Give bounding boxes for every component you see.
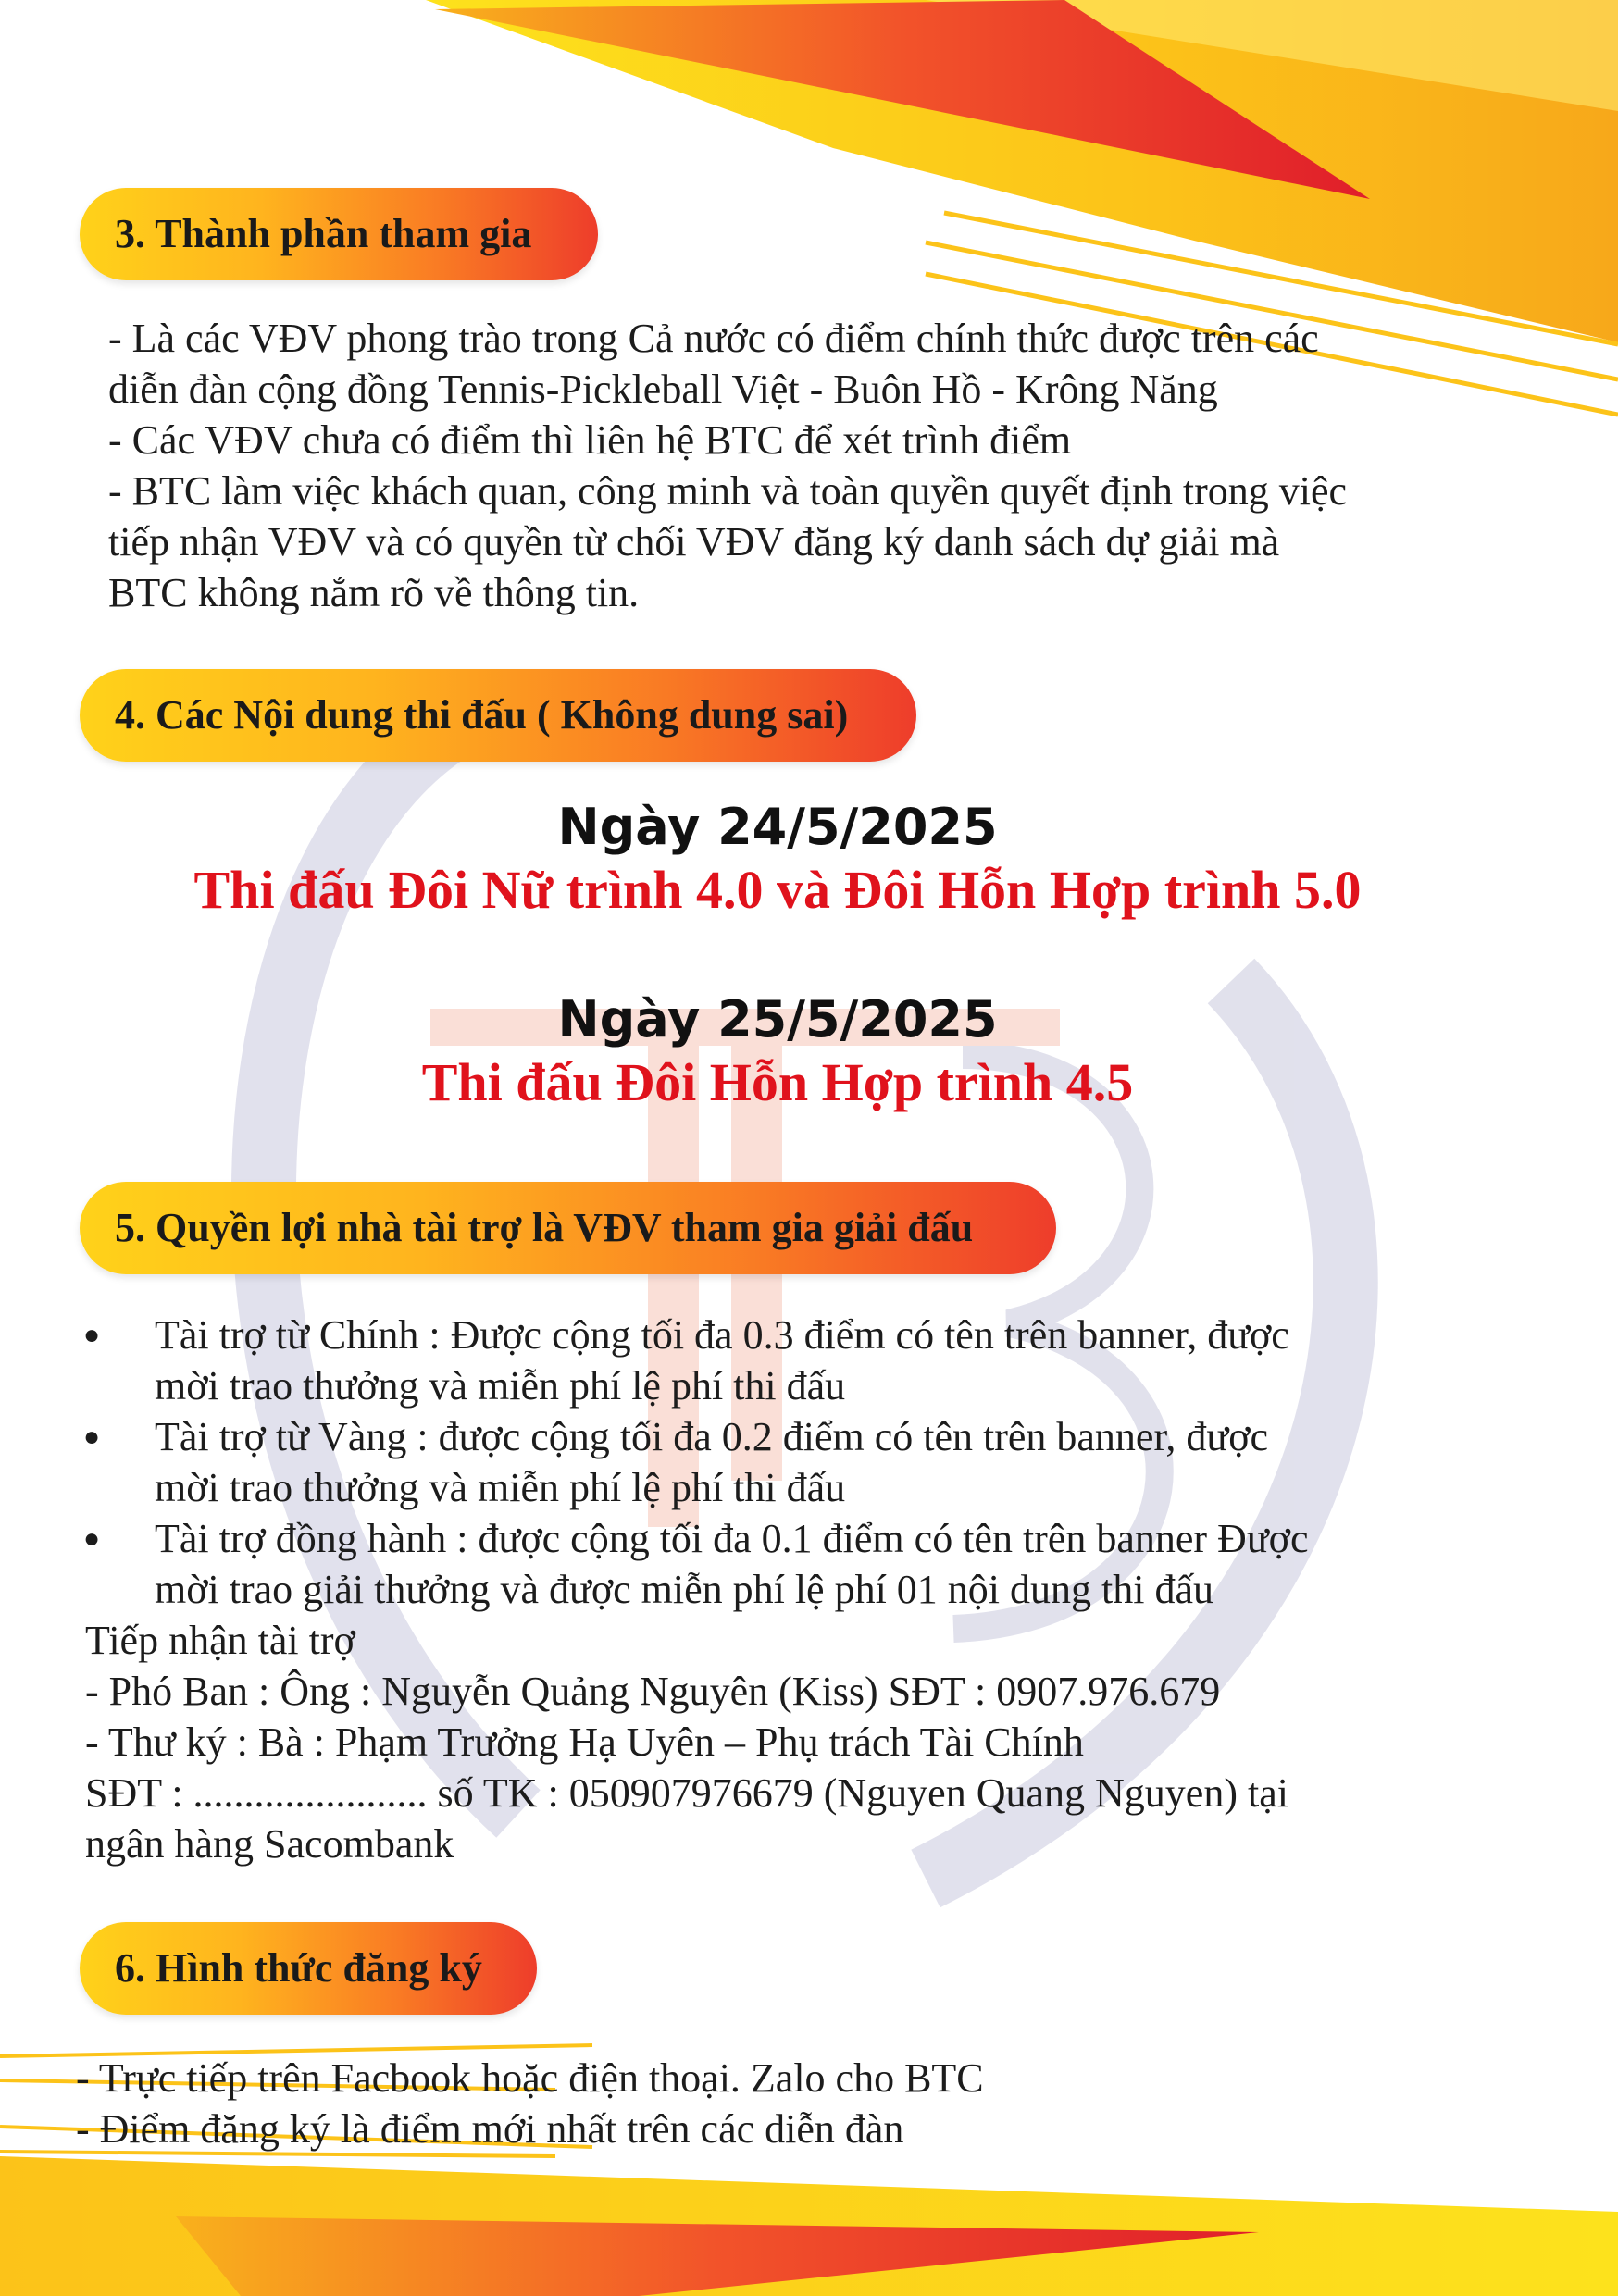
bullet-dot: ● xyxy=(83,1421,101,1452)
section-3-line: tiếp nhận VĐV và có quyền từ chối VĐV đăng ký danh sách dự giải mà xyxy=(108,519,1280,565)
section-6-heading-text: 6. Hình thức đăng ký xyxy=(115,1945,482,1991)
contact-line: SĐT : ....................... số TK : 050907976679 (Nguyen Quang Nguyen) tại xyxy=(85,1770,1288,1816)
section-3-line: BTC không nắm rõ về thông tin. xyxy=(108,570,640,615)
contact-line: - Thư ký : Bà : Phạm Trưởng Hạ Uyên – Phụ trách Tài Chính xyxy=(85,1719,1084,1765)
sponsor-line: mời trao thưởng và miễn phí lệ phí thi đấu xyxy=(155,1465,846,1510)
section-6-body xyxy=(76,2053,984,2154)
section-5-heading-text: 5. Quyền lợi nhà tài trợ là VĐV tham gia giải đấu xyxy=(115,1205,974,1250)
sponsor-line: Tài trợ từ Vàng : được cộng tối đa 0.2 điểm có tên trên banner, được xyxy=(155,1414,1268,1459)
registration-line: - Điểm đăng ký là điểm mới nhất trên các diễn đàn xyxy=(76,2106,904,2152)
sponsor-tier-main xyxy=(155,1309,1289,1411)
sponsor-line: Tài trợ từ Chính : Được cộng tối đa 0.3 điểm có tên trên banner, được xyxy=(155,1312,1289,1358)
section-4-heading xyxy=(80,669,916,762)
sponsor-line: Tài trợ đồng hành : được cộng tối đa 0.1 điểm có tên trên banner Được xyxy=(155,1516,1309,1561)
section-3-body xyxy=(108,313,1347,618)
section-3-line: - BTC làm việc khách quan, công minh và toàn quyền quyết định trong việc xyxy=(108,468,1348,514)
registration-line: - Trực tiếp trên Facbook hoặc điện thoại. Zalo cho BTC xyxy=(76,2055,984,2101)
sponsor-contact xyxy=(85,1615,1288,1869)
section-4-heading-text: 4. Các Nội dung thi đấu ( Không dung sai) xyxy=(115,692,849,738)
section-6-heading xyxy=(80,1922,537,2015)
section-3-line: - Là các VĐV phong trào trong Cả nước có điểm chính thức được trên các xyxy=(108,316,1319,361)
bullet-dot: ● xyxy=(83,1523,101,1554)
day-2-event: Thi đấu Đôi Hỗn Hợp trình 4.5 xyxy=(421,1052,1134,1112)
section-3-line: - Các VĐV chưa có điểm thì liên hệ BTC để xét trình điểm xyxy=(108,417,1072,463)
contact-line: - Phó Ban : Ông : Nguyễn Quảng Nguyên (Kiss) SĐT : 0907.976.679 xyxy=(85,1669,1221,1714)
section-3-line: diễn đàn cộng đồng Tennis-Pickleball Việt - Buôn Hồ - Krông Năng xyxy=(108,366,1218,412)
section-3-heading-text: 3. Thành phần tham gia xyxy=(115,211,532,256)
contact-line: Tiếp nhận tài trợ xyxy=(85,1618,355,1663)
day-1-date: Ngày 24/5/2025 xyxy=(557,798,998,856)
section-3-heading xyxy=(80,188,598,280)
bullet-dot: ● xyxy=(83,1320,101,1350)
sponsor-line: mời trao thưởng và miễn phí lệ phí thi đấu xyxy=(155,1363,846,1409)
contact-line: ngân hàng Sacombank xyxy=(85,1821,454,1867)
day-1-event: Thi đấu Đôi Nữ trình 4.0 và Đôi Hỗn Hợp trình 5.0 xyxy=(193,860,1362,920)
day-2-date: Ngày 25/5/2025 xyxy=(557,990,998,1049)
sponsor-tier-companion xyxy=(155,1513,1308,1615)
sponsor-line: mời trao giải thưởng và được miễn phí lệ phí 01 nội dung thi đấu xyxy=(155,1567,1214,1612)
sponsor-tier-gold xyxy=(155,1411,1268,1513)
section-5-heading xyxy=(80,1182,1056,1274)
